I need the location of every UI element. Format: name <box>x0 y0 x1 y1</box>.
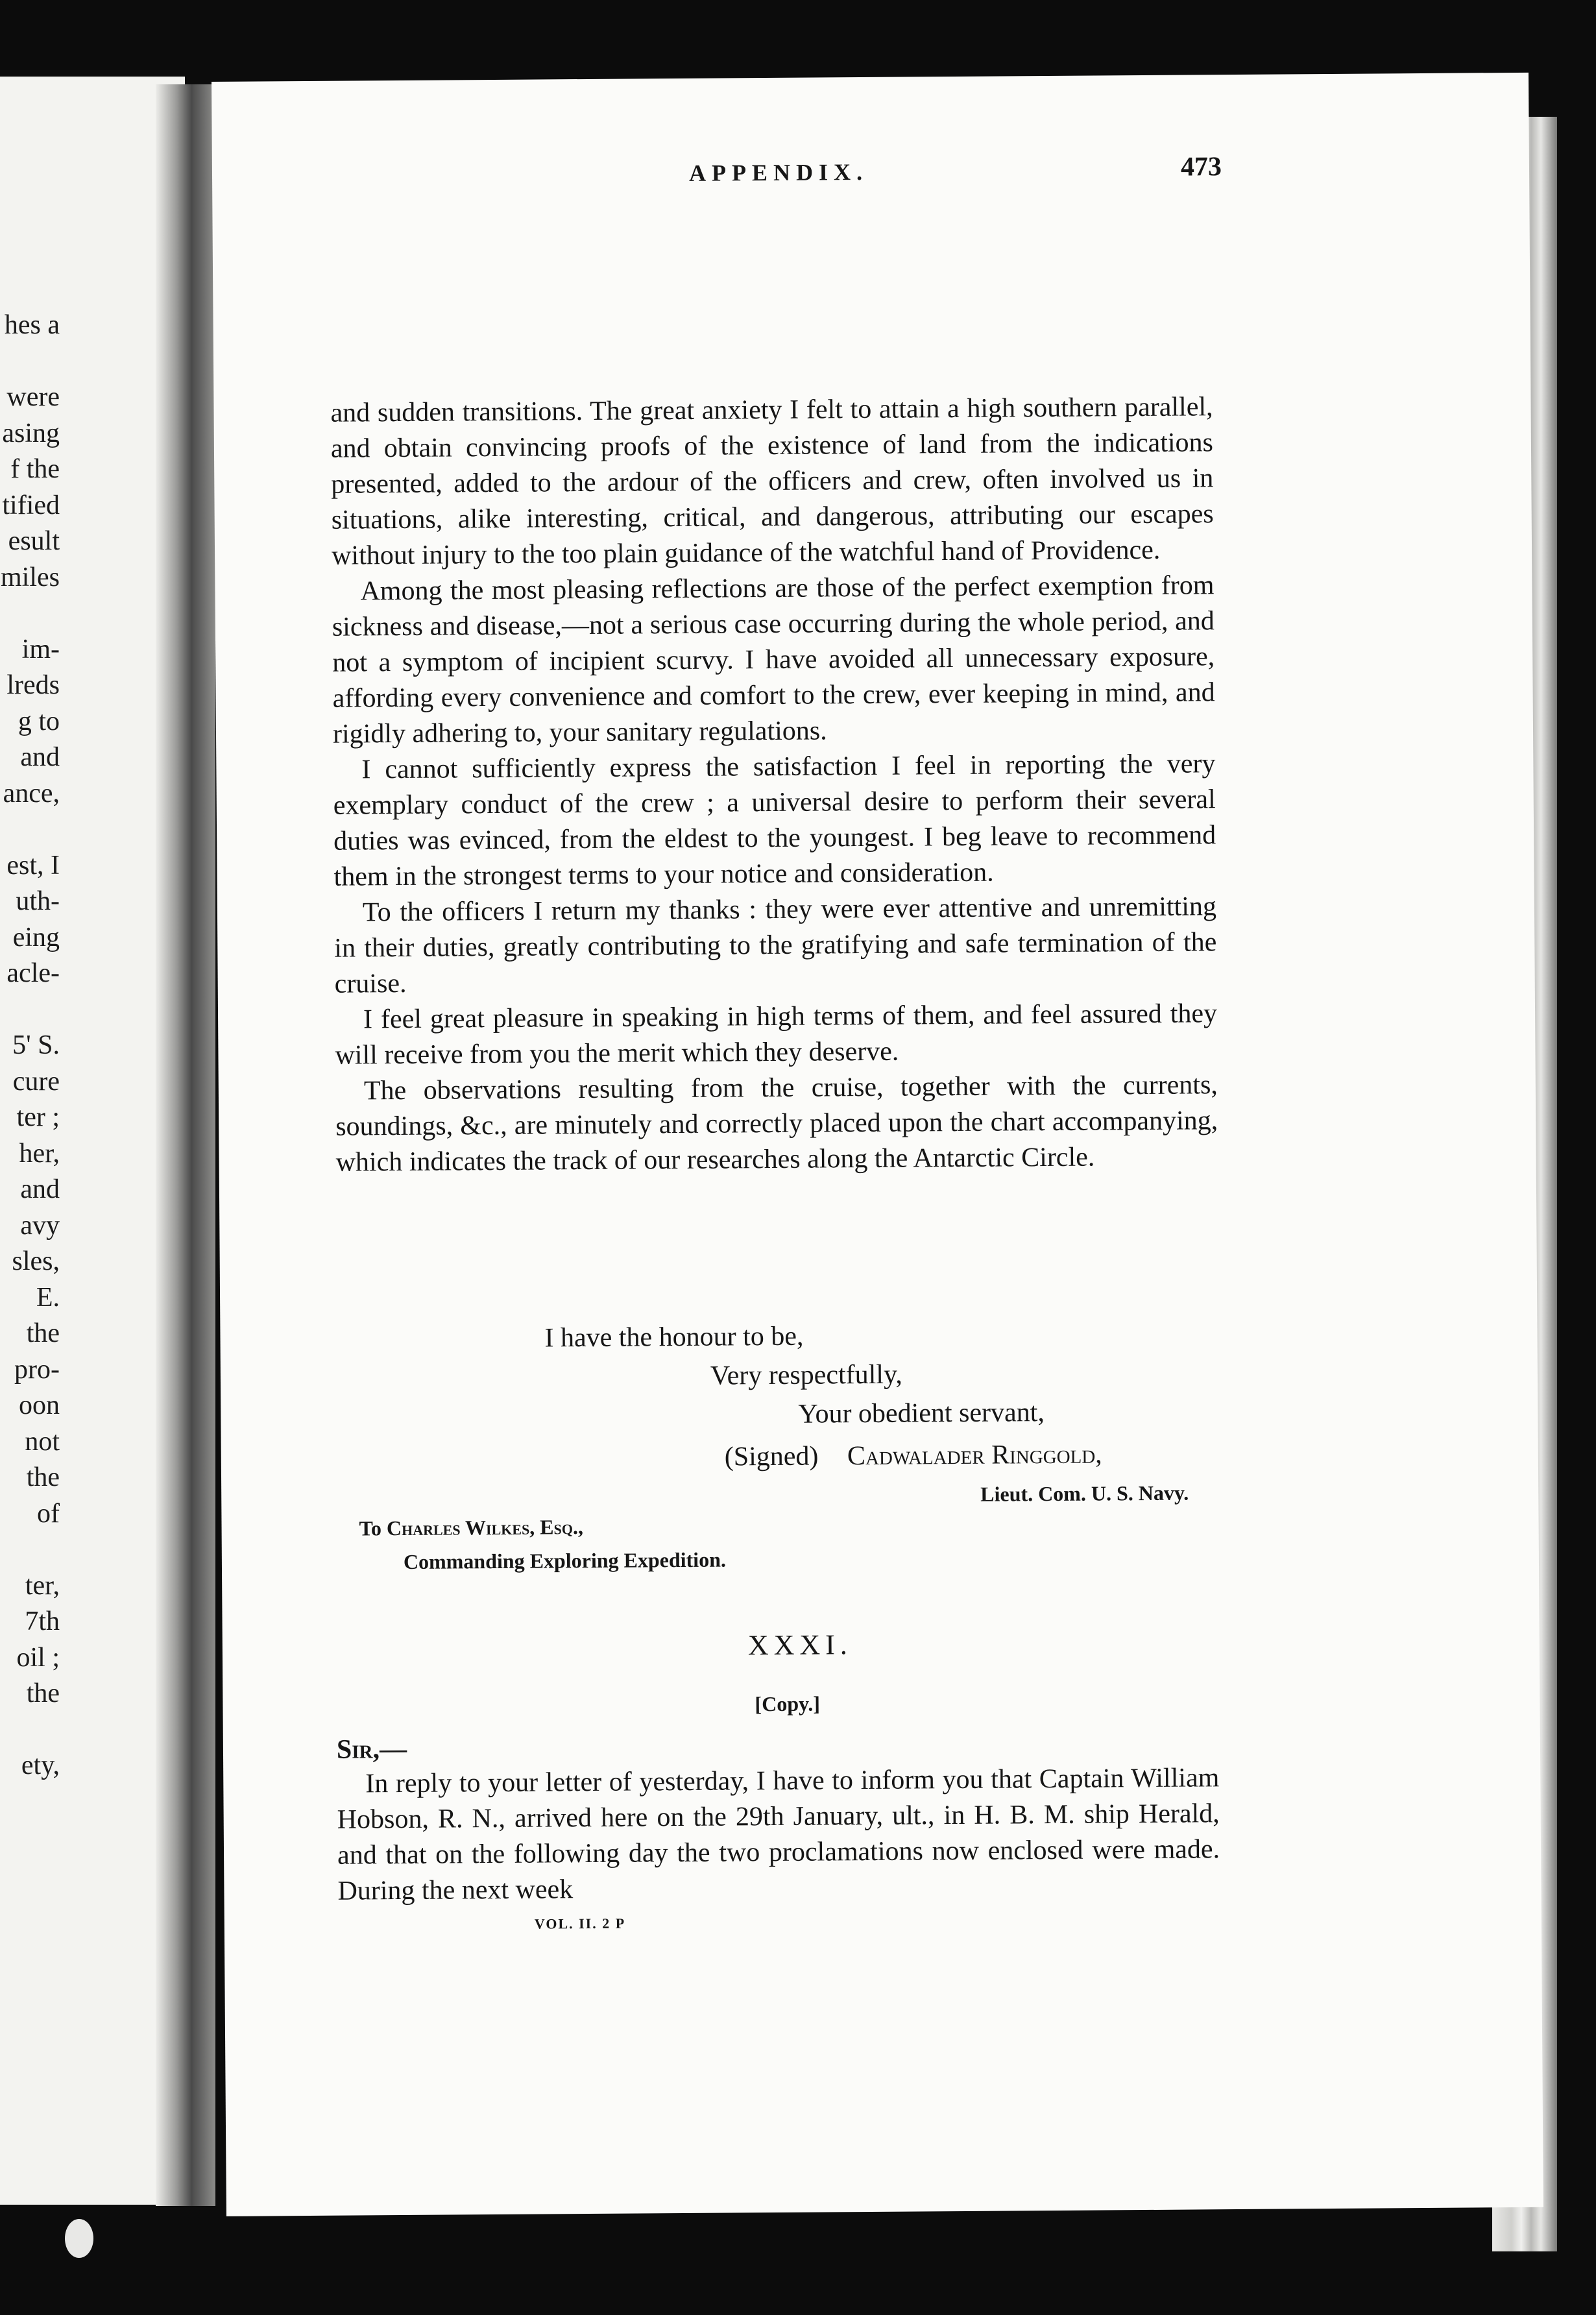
left-page-fragment: cure <box>12 1066 60 1097</box>
paragraph-1: and sudden transitions. The great anxiety I felt to attain a high southern parallel, and obtain convincing proofs of the existence of land from the indications presented, added to the ardour of the officers and crew, often involved us in situations, alike interesting, critical, and dangerous, attributing our escapes without injury to the too plain guidance of the watchful hand of Providence. <box>330 392 1214 571</box>
addressee-to: To <box>359 1516 382 1540</box>
salutation: Sir,— <box>336 1734 407 1765</box>
paragraph-6: The observations resulting from the cruise, together with the currents, soundings, &c., are minutely and correctly placed upon the chart accompanying, which indicates the track of our researches along the Antarctic Circle. <box>335 1070 1218 1178</box>
scan-dust-spot <box>65 2219 93 2258</box>
left-page-fragment: the <box>26 1462 60 1492</box>
left-page-text-fragments <box>0 77 60 2205</box>
addressee-line <box>359 1509 725 1545</box>
left-page-fragment: tified <box>2 490 60 520</box>
body-text <box>330 389 1218 1180</box>
page-number: 473 <box>1180 152 1222 182</box>
left-page-fragment: asing <box>2 418 60 448</box>
left-page-fragment: her, <box>19 1138 60 1169</box>
left-page-fragment: g to <box>18 706 60 736</box>
left-page-fragment: oon <box>19 1390 60 1420</box>
right-page <box>212 73 1543 2216</box>
left-page-fragment: 7th <box>25 1606 60 1636</box>
left-page-fragment: miles <box>1 562 60 592</box>
paragraph-3: I cannot sufficiently express the satisfaction I feel in reporting the very exemplary conduct of the crew ; a universal desire to perform their several duties was evinced, from the eldest to the youngest. I beg leave to recommend them in the strongest terms to your notice and consideration. <box>333 749 1216 892</box>
left-page-fragment: ter ; <box>16 1102 60 1132</box>
left-page-fragment: ance, <box>3 778 60 808</box>
left-page-fragment: avy <box>20 1210 60 1241</box>
signature-line <box>725 1435 1102 1476</box>
left-page-fragment: sles, <box>12 1246 60 1276</box>
section-number: XXXI. <box>747 1629 852 1662</box>
left-page-fragment: and <box>20 1174 60 1204</box>
left-page-fragment: the <box>26 1318 60 1348</box>
left-page-fragment: not <box>25 1426 60 1457</box>
addressee-title: Commanding Exploring Expedition. <box>403 1547 727 1573</box>
left-page-fragment: ter, <box>25 1570 60 1601</box>
copy-label: [Copy.] <box>755 1691 821 1716</box>
left-page-fragment: 5' S. <box>12 1030 60 1060</box>
closing-line-2: Very respectfully, <box>710 1359 902 1391</box>
left-page-fragment: uth- <box>16 886 60 916</box>
letter-paragraph: In reply to your letter of yesterday, I have to inform you that Captain William Hobson, R. N., arrived here on the 29th January, ult., in H. B. M. ship Herald, and that on the following day the two proclamations now enclosed were made. During the next week <box>337 1763 1220 1906</box>
left-page-fragment: ety, <box>21 1751 60 1780</box>
paragraph-2: Among the most pleasing reflections are those of the perfect exemption from sickness and disease,—not a serious case occurring during the whole period, and not a symptom of incipient scurvy. I have avoided all unnecessary exposure, affording every convenience and comfort to the crew, ever keeping in mind, and rigidly adhering to, your sanitary regulations. <box>332 570 1215 749</box>
left-page-fragment: and <box>20 742 60 772</box>
letter-text <box>337 1760 1220 1909</box>
left-page-fragment: im- <box>21 634 60 664</box>
left-page-fragment: f the <box>10 454 60 484</box>
left-page-fragment: acle- <box>6 958 60 988</box>
left-page-fragment: hes a <box>4 310 60 340</box>
paragraph-4: To the officers I return my thanks : they were ever attentive and unremitting in their duties, greatly contributing to the gratifying and safe termination of the cruise. <box>334 891 1217 999</box>
closing-line-3: Your obedient servant, <box>798 1398 1045 1429</box>
left-page-fragment: the <box>26 1679 60 1708</box>
addressee-block <box>359 1509 726 1579</box>
signed-label: (Signed) <box>724 1441 819 1472</box>
paragraph-5: I feel great pleasure in speaking in high terms of them, and feel assured they will receive from you the merit which they deserve. <box>335 999 1218 1071</box>
closing-line-1: I have the honour to be, <box>544 1321 804 1353</box>
signer-rank: Lieut. Com. U. S. Navy. <box>980 1481 1189 1506</box>
left-page-fragment: were <box>6 382 60 412</box>
left-page-fragment: eing <box>12 922 60 952</box>
book-gutter <box>156 84 215 2206</box>
left-page-fragment: of <box>37 1498 60 1529</box>
left-page-fragment: esult <box>8 526 60 556</box>
addressee-name: Charles Wilkes, Esq., <box>386 1515 584 1540</box>
left-page-fragment: est, I <box>6 850 60 880</box>
left-page-fragment: oil ; <box>16 1642 60 1673</box>
printer-signature-mark: VOL. II. 2 P <box>534 1915 626 1932</box>
left-page-fragment: E. <box>36 1282 60 1313</box>
running-head: APPENDIX. <box>688 158 869 186</box>
left-page-fragment: pro- <box>14 1354 60 1385</box>
signer-name: Cadwalader Ringgold, <box>847 1439 1102 1472</box>
left-page-fragment: lreds <box>6 670 60 700</box>
